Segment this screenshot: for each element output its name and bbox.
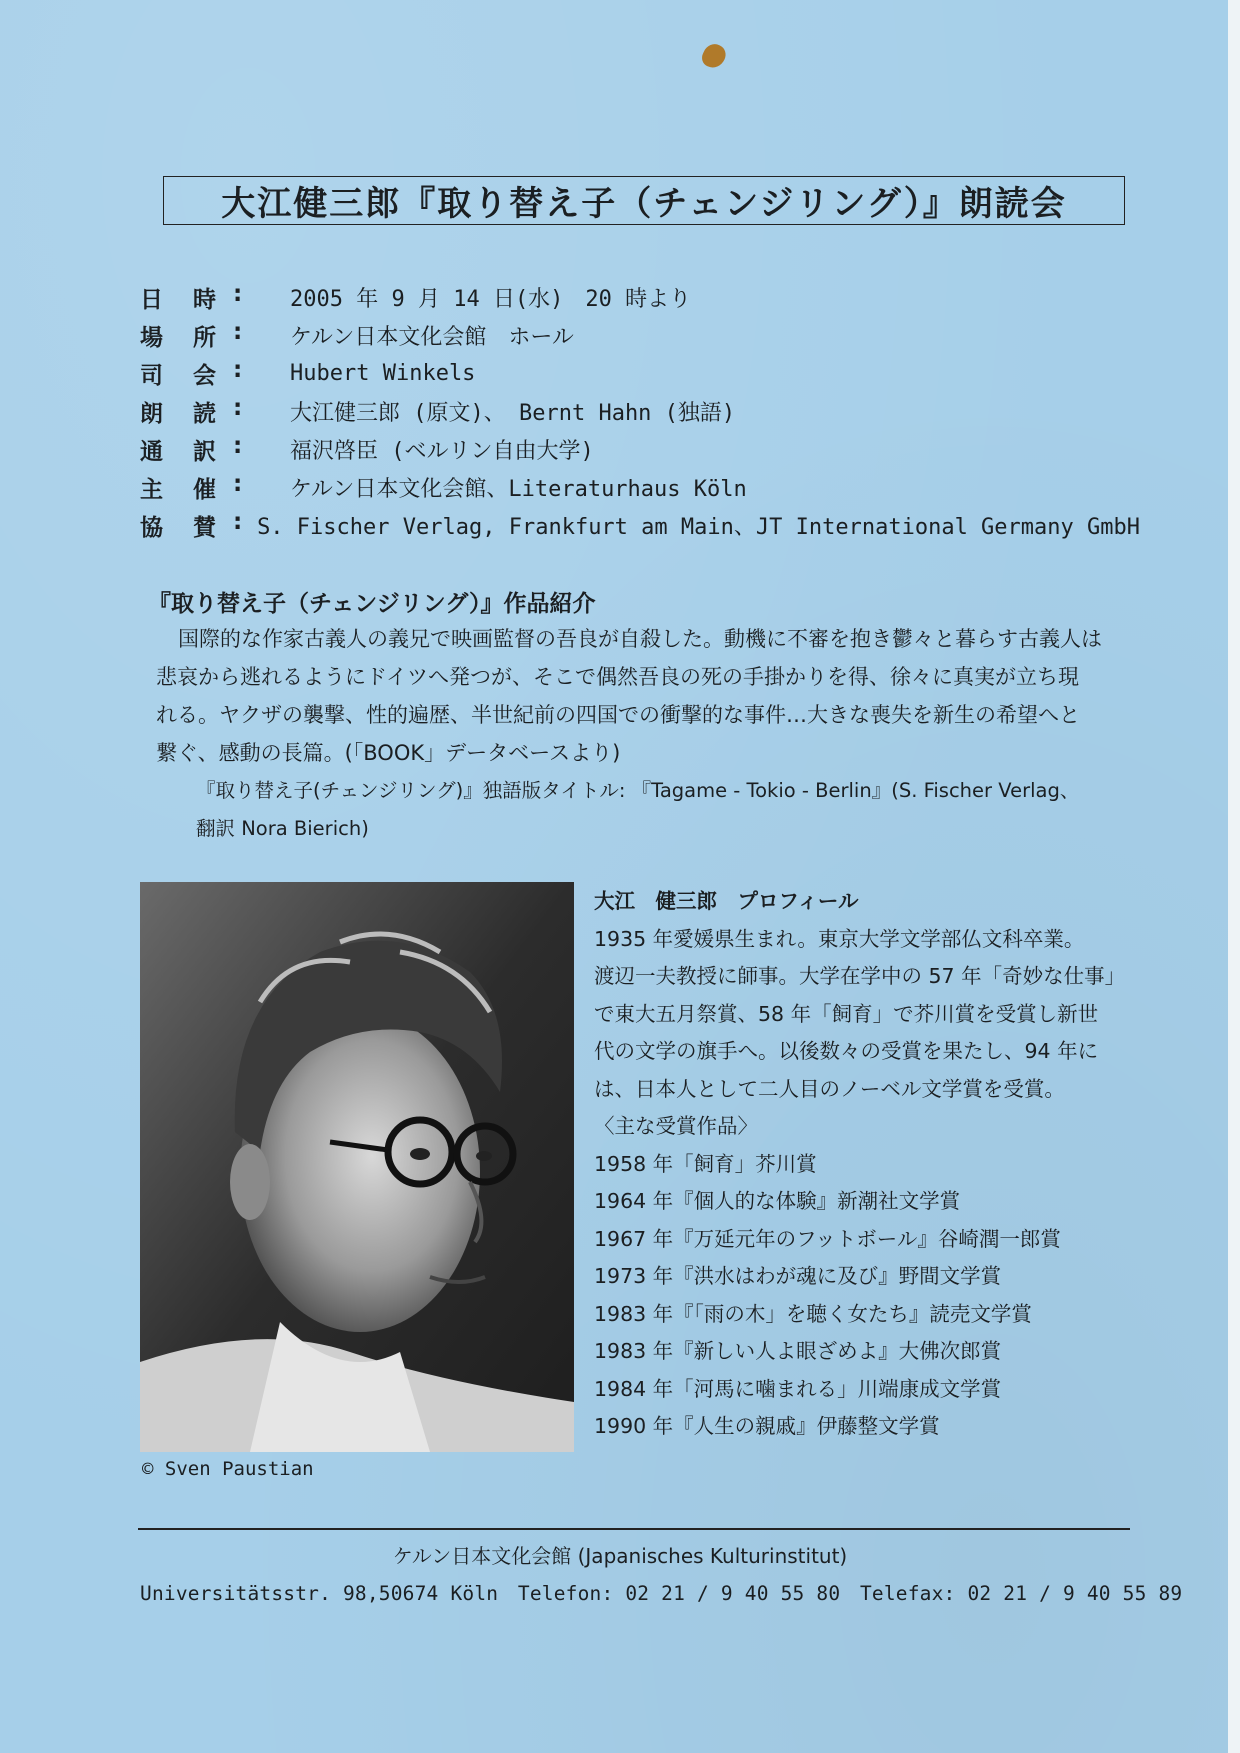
- label-char: 所: [193, 324, 216, 351]
- label-colon: :: [233, 318, 243, 345]
- author-portrait-photo: [140, 882, 574, 1452]
- intro-line: 悲哀から逃れるようにドイツへ発つが、そこで偶然吾良の死の手掛かりを得、徐々に真実が立ち現: [156, 665, 1079, 689]
- footer-address: Universitätsstr. 98,50674 Köln Telefon: 02 21 / 9 40 55 80 Telefax: 02 21 / 9 40 55 89: [140, 1582, 1183, 1605]
- label-colon: :: [233, 508, 243, 535]
- label-colon: :: [233, 280, 243, 307]
- info-value-host: Hubert Winkels: [290, 360, 476, 386]
- info-row-date: [140, 278, 1140, 316]
- german-title-line: 『取り替え子(チェンジリング)』独語版タイトル: 『Tagame - Tokio - Berlin』(S. Fischer Verlag、: [196, 779, 1080, 802]
- label-char: 読: [193, 400, 216, 427]
- award-item: 1990 年『人生の親戚』伊藤整文学賞: [594, 1414, 940, 1438]
- footer-organization: ケルン日本文化会館 (Japanisches Kulturinstitut): [392, 1544, 848, 1568]
- info-value-reading: 大江健三郎 (原文)、 Bernt Hahn (独語): [290, 400, 736, 426]
- intro-line: れる。ヤクザの襲撃、性的遍歴、半世紀前の四国での衝撃的な事件…大きな喪失を新生の希望へと: [156, 703, 1080, 727]
- info-value-venue: ケルン日本文化会館 ホール: [290, 324, 574, 350]
- award-item: 1964 年『個人的な体験』新潮社文学賞: [594, 1189, 961, 1213]
- intro-paragraph: [156, 620, 1136, 848]
- profile-line: 渡辺一夫教授に師事。大学在学中の 57 年「奇妙な仕事」: [594, 964, 1126, 988]
- label-char: 朗: [140, 400, 163, 427]
- label-char: 賛: [193, 514, 216, 541]
- info-label: [140, 509, 257, 542]
- info-row-interpreter: [140, 430, 1140, 468]
- label-char: 通: [140, 438, 163, 465]
- award-item: 1958 年「飼育」芥川賞: [594, 1151, 817, 1176]
- award-item: 1967 年『万延元年のフットボール』谷崎潤一郎賞: [594, 1226, 1061, 1251]
- label-char: 日: [140, 286, 163, 313]
- intro-line: 繋ぐ、感動の長篇。(「BOOK」データベースより): [156, 741, 621, 765]
- label-colon: :: [233, 356, 243, 383]
- author-profile: [594, 883, 1134, 1446]
- info-label: [140, 281, 290, 314]
- info-row-host: [140, 354, 1140, 392]
- paper-edge: [1228, 0, 1240, 1753]
- label-colon: :: [233, 470, 243, 497]
- label-char: 協: [140, 514, 163, 541]
- award-item: 1984 年「河馬に噛まれる」川端康成文学賞: [594, 1376, 1002, 1401]
- event-info-table: [140, 278, 1140, 544]
- footer-divider: [138, 1528, 1130, 1530]
- info-row-organizer: [140, 468, 1140, 506]
- profile-line: 代の文学の旗手へ。以後数々の受賞を果たし、94 年に: [594, 1039, 1099, 1063]
- info-label: [140, 433, 290, 466]
- award-item: 1973 年『洪水はわが魂に及び』野間文学賞: [594, 1264, 1002, 1288]
- awards-heading: 〈主な受賞作品〉: [594, 1114, 758, 1138]
- label-char: 時: [193, 286, 216, 313]
- info-value-sponsor: S. Fischer Verlag, Frankfurt am Main、JT International Germany GmbH: [257, 514, 1140, 540]
- label-colon: :: [233, 394, 243, 421]
- portrait-illustration: [140, 882, 574, 1452]
- info-label: [140, 357, 290, 390]
- label-char: 主: [140, 476, 163, 503]
- intro-line: 国際的な作家古義人の義兄で映画監督の吾良が自殺した。動機に不審を抱き鬱々と暮らす古義人は: [178, 627, 1102, 651]
- profile-line: 1935 年愛媛県生まれ。東京大学文学部仏文科卒業。: [594, 926, 1085, 951]
- info-value-date: 2005 年 9 月 14 日(水) 20 時より: [290, 286, 692, 312]
- label-char: 催: [193, 476, 216, 503]
- label-char: 司: [140, 362, 163, 389]
- photo-credit: © Sven Paustian: [142, 1458, 314, 1480]
- info-value-organizer: ケルン日本文化会館、Literaturhaus Köln: [290, 476, 747, 502]
- label-char: 場: [140, 324, 163, 351]
- info-row-venue: [140, 316, 1140, 354]
- label-char: 会: [193, 362, 216, 389]
- info-label: [140, 395, 290, 428]
- german-title-translator: 翻訳 Nora Bierich): [196, 817, 369, 840]
- info-row-sponsor: [140, 506, 1140, 544]
- info-label: [140, 471, 290, 504]
- info-label: [140, 319, 290, 352]
- profile-title: 大江 健三郎 プロフィール: [594, 889, 859, 913]
- award-item: 1983 年『新しい人よ眼ざめよ』大佛次郎賞: [594, 1339, 1002, 1363]
- label-colon: :: [233, 432, 243, 459]
- award-item: 1983 年『「雨の木」を聴く女たち』読売文学賞: [594, 1301, 1032, 1326]
- profile-line: で東大五月祭賞、58 年「飼育」で芥川賞を受賞し新世: [594, 1001, 1099, 1026]
- label-char: 訳: [193, 438, 216, 465]
- event-title: 大江健三郎『取り替え子（チェンジリング）』朗読会: [163, 176, 1125, 225]
- info-row-reading: [140, 392, 1140, 430]
- intro-heading: 『取り替え子（チェンジリング）』作品紹介: [148, 591, 596, 617]
- info-value-interpreter: 福沢啓臣 (ベルリン自由大学): [290, 438, 594, 464]
- profile-line: は、日本人として二人目のノーベル文学賞を受賞。: [594, 1076, 1065, 1101]
